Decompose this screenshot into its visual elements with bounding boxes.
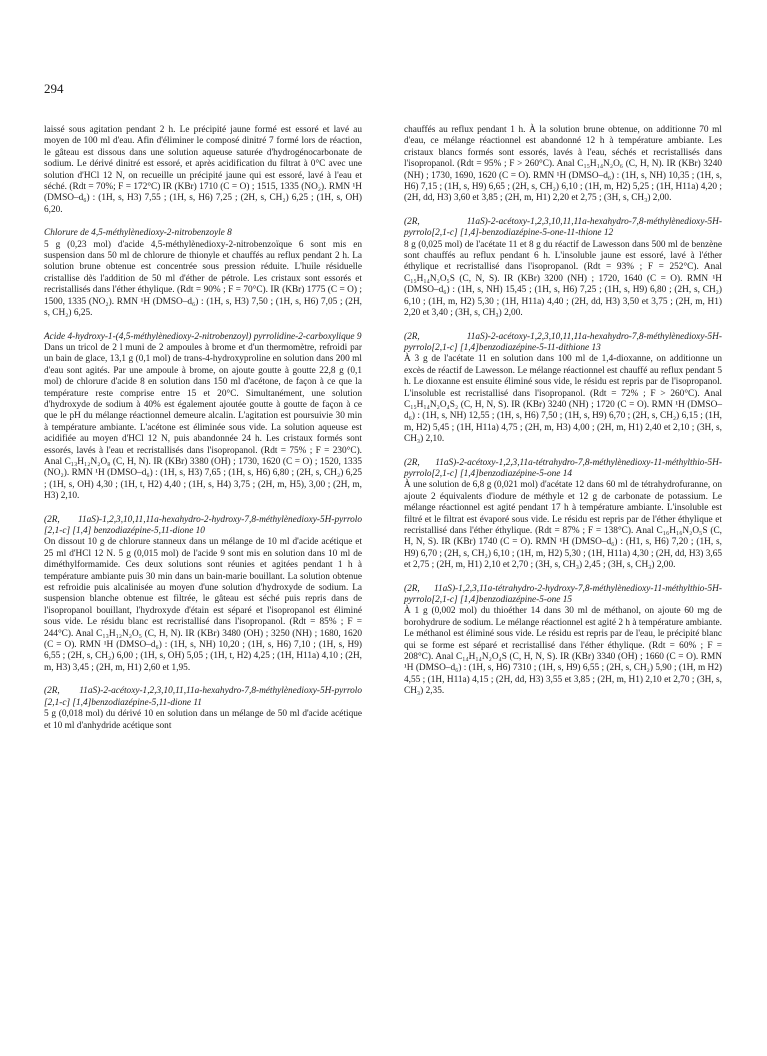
paragraph-body: On dissout 10 g de chlorure stanneux dans un mélange de 10 ml d'acide acétique et 25 ml d'HCl 12 N. 5 g (0,015 mol) de l'acide 9 sont mis en solution dans 10 ml de diméthylformamide. Ces deux solutions sont réunies et agitées pendant 1 h à température ambiante puis 30 min dans un bain-marie bouillant. La solution obtenue est refroidie puis alcalinisée au moyen d'une solution d'hydroxyde de sodium. La suspension blanche obtenue est filtrée, le gâteau est séché puis repris dans de l'isopropanol bouillant, l'hydroxyde d'étain est séparé et l'isopropanol est éliminé sous vide. Le résidu blanc est recristallisé dans l'isopropanol. (Rdt = 85% ; F = 244°C). Anal C₁₃H₁₂N₂O₅ (C, H, N). IR (KBr) 3480 (OH) ; 3250 (NH) ; 1680, 1620 (C = O). RMN ¹H (DMSO–d₆) : (1H, s, NH) 10,20 ; (1H, s, H6) 7,10 ; (1H, s, H9) 6,55 ; (2H, s, CH₂) 6,00 ; (1H, s, OH) 5,05 ; (1H, t, H2) 4,25 ; (1H, H11a) 4,10 ; (2H, m, H3) 3,45 ; (2H, m, H1) 2,60 et 1,95. xyxy=(44,537,362,673)
procedure-title: Chlorure de 4,5-méthylènedioxy-2-nitrobenzoyle 8 xyxy=(44,228,232,239)
procedure-compound-12 xyxy=(404,217,722,320)
procedure-compound-10 xyxy=(44,515,362,675)
procedure-compound-14 xyxy=(404,458,722,572)
procedure-title: (2R, 11aS)-2-acétoxy-1,2,3,10,11,11a-hexahydro-7,8-méthylènedioxy-5H-pyrrolo[2,1-c] [1,4]-benzodiazépine-5-one-11-thione 12 xyxy=(404,216,722,239)
procedure-title: Acide 4-hydroxy-1-(4,5-méthylènedioxy-2-nitrobenzoyl) pyrrolidine-2-carboxylique 9 xyxy=(44,331,362,342)
page-number: 294 xyxy=(44,81,64,96)
procedure-compound-13 xyxy=(404,332,722,446)
procedure-compound-9 xyxy=(44,332,362,503)
paragraph-body: laissé sous agitation pendant 2 h. Le précipité jaune formé est essoré et lavé au moyen de 100 ml d'eau. Afin d'éliminer le composé dinitré 7 formé lors de réaction, le gâteau est dissous dans une solution aqueuse saturée d'hydrogénocarbonate de sodium. Le dérivé dinitré est essoré, et après acidification du filtrat à 0°C avec une solution d'HCl 12 N, on recueille un précipité jaune qui est essoré, lavé à l'eau et séché. (Rdt = 70%; F = 172°C) IR (KBr) 1710 (C = O) ; 1515, 1335 (NO₂). RMN ¹H (DMSO–d₆) : (1H, s, H3) 7,55 ; (1H, s, H6) 7,25 ; (2H, s, CH₂) 6,25 ; (1H, s, OH) 6,20. xyxy=(44,125,362,215)
paragraph-continuation xyxy=(44,125,362,216)
procedure-compound-11 xyxy=(44,686,362,732)
procedure-title: (2R, 11aS)-2-acétoxy-1,2,3,11a-tétrahydro-7,8-méthylènedioxy-11-méthylthio-5H-pyrrolo[2,1-c] [1,4]benzodiazépine-5-one 14 xyxy=(404,457,722,479)
paragraph-body: chauffés au reflux pendant 1 h. À la solution brune obtenue, on additionne 70 ml d'eau, ce mélange réactionnel est abandonné 12 h à température ambiante. Les cristaux blancs formés sont essorés, lavés à l'eau, séchés et recristallisés dans l'isopropanol. (Rdt = 95% ; F > 260°C). Anal C₁₅H₁₄N₂O₆ (C, H, N). IR (KBr) 3240 (NH) ; 1730, 1690, 1620 (C = O). RMN ¹H (DMSO–d₆) : (1H, s, NH) 10,35 ; (1H, s, H6) 7,15 ; (1H, s, H9) 6,65 ; (2H, s, CH₂) 6,10 ; (1H, m, H2) 5,25 ; (1H, H11a) 4,20 ; (2H, dd, H3) 3,60 et 3,85 ; (2H, m, H1) 2,20 et 2,75 ; (3H, s, CH₃) 2,00. xyxy=(404,125,722,204)
procedure-title: (2R, 11aS)-2-acétoxy-1,2,3,10,11,11a-hexahydro-7,8-méthylènedioxy-5H-pyrrolo[2,1-c] [1,4]benzodiazépine-5-11-dithione 13 xyxy=(404,331,722,353)
paragraph-body: À une solution de 6,8 g (0,021 mol) d'acétate 12 dans 60 ml de tétrahydrofuranne, on ajoute 2 équivalents d'iodure de méthyle et 12 g de carbonate de potassium. Le mélange réactionnel est agité pendant 17 h à température ambiante. L'insoluble est filtré et le filtrat est évaporé sous vide. Le résidu est repris par de l'éther éthylique et recristallisé dans l'éther éthylique. (Rdt = 87% ; F = 138°C). Anal C₁₆H₁₆N₂O₅S (C, H, N, S). IR (KBr) 1740 (C = O). RMN ¹H (DMSO–d₆) : (H1, s, H6) 7,20 ; (1H, s, H9) 6,70 ; (2H, s, CH₂) 6,10 ; (1H, m, H2) 5,30 ; (1H, H11a) 4,30 ; (2H, dd, H3) 3,65 et 2,75 ; (2H, m, H1) 2,10 et 2,70 ; (3H, s, CH₃) 2,45 ; (3H, s, CH₃) 2,00. xyxy=(404,480,722,571)
paragraph-body: À 3 g de l'acétate 11 en solution dans 100 ml de 1,4-dioxanne, on additionne un excès de réactif de Lawesson. Le mélange réactionnel est chauffé au reflux pendant 5 h. Le dioxanne est ensuite éliminé sous vide, le résidu est repris par de l'isopropanol. L'insoluble est recristallisé dans l'isopropanol. (Rdt = 72% ; F > 260°C). Anal C₁₅H₁₄N₂O₄S₂ (C, H, N, S). IR (KBr) 3240 (NH) ; 1720 (C = O). RMN ¹H (DMSO–d₆) : (1H, s, NH) 12,55 ; (1H, s, H6) 7,50 ; (1H, s, H9) 6,70 ; (2H, s, CH₂) 6,15 ; (1H, m, H2) 5,45 ; (1H, H11a) 4,75 ; (2H, m, H3) 4,00 ; (2H, m, H1) 2,40 et 2,10 ; (3H, s, CH₃) 2,10. xyxy=(404,354,722,445)
procedure-title: (2R, 11aS)-2-acétoxy-1,2,3,10,11,11a-hexahydro-7,8-méthylènedioxy-5H-pyrrolo [2,1-c] [1,4]benzodiazépine-5,11-dione 11 xyxy=(44,686,362,708)
paragraph-body: 5 g (0,23 mol) d'acide 4,5-méthylènedioxy-2-nitrobenzoïque 6 sont mis en suspension dans 50 ml de chlorure de thionyle et chauffés au reflux pendant 2 h. La solution brune obtenue est concentrée sous pression réduite. L'huile résiduelle cristallise dès l'addition de 50 ml d'éther de pétrole. Les cristaux sont essorés et recristallisés dans l'éther éthylique. (Rdt = 90% ; F = 70°C). IR (KBr) 1775 (C = O) ; 1500, 1335 (NO₂). RMN ¹H (DMSO–d₆) : (1H, s, H3) 7,50 ; (1H, s, H6) 7,05 ; (2H, s, CH₂) 6,25. xyxy=(44,239,362,319)
procedure-compound-8 xyxy=(44,228,362,319)
right-column xyxy=(404,125,722,710)
paragraph-body: 8 g (0,025 mol) de l'acétate 11 et 8 g du réactif de Lawesson dans 500 ml de benzène sont chauffés au reflux pendant 6 h. L'insoluble jaune est essoré, lavé à l'éther éthylique et recristallisé dans l'isopropanol. (Rdt = 93% ; F = 252°C). Anal C₁₅H₁₄N₂O₅S (C, N, S). IR (KBr) 3200 (NH) ; 1720, 1640 (C = O). RMN ¹H (DMSO–d₆) : (1H, s, NH) 15,45 ; (1H, s, H6) 7,25 ; (1H, s, H9) 6,80 ; (2H, s, CH₂) 6,10 ; (1H, m, H2) 5,30 ; (1H, H11a) 4,40 ; (2H, dd, H3) 3,50 et 3,75 ; (2H, m, H1) 2,20 et 3,40 ; (3H, s, CH₃) 2,00. xyxy=(404,239,722,319)
paragraph-body: À 1 g (0,002 mol) du thioéther 14 dans 30 ml de méthanol, on ajoute 60 mg de borohydrure de sodium. Le mélange réactionnel est agité 2 h à température ambiante. Le méthanol est éliminé sous vide. Le résidu est repris par de l'eau, le précipité blanc qui se forme est séparé et recristallisé dans l'éther éthylique. (Rdt = 60% ; F = 208°C). Anal C₁₄H₁₄N₂O₄S (C, H, N, S). IR (KBr) 3340 (OH) ; 1660 (C = O). RMN ¹H (DMSO–d₆) : (1H, s, H6) 7310 ; (1H, s, H9) 6,55 ; (2H, s, CH₂) 5,90 ; (1H, m H2) 4,55 ; (1H, H11a) 4,15 ; (2H, dd, H3) 3,55 et 3,85 ; (2H, m, H1) 2,10 et 2,70 ; (3H, s, CH₃) 2,35. xyxy=(404,606,722,697)
procedure-title: (2R, 11aS)-1,2,3,10,11,11a-hexahydro-2-hydroxy-7,8-méthylènedioxy-5H-pyrrolo [2,1-c] [1,4] benzodiazépine-5,11-dione 10 xyxy=(44,514,362,536)
procedure-compound-15 xyxy=(404,584,722,698)
procedure-title: (2R, 11aS)-1,2,3,11a-tétrahydro-2-hydroxy-7,8-méthylènedioxy-11-méthylthio-5H-pyrrolo[2,1-c] [1,4]benzodiazépine-5-one 15 xyxy=(404,583,722,606)
paragraph-continuation xyxy=(404,125,722,205)
left-column xyxy=(44,125,362,744)
paragraph-body: 5 g (0,018 mol) du dérivé 10 en solution dans un mélange de 50 ml d'acide acétique et 10 ml d'anhydride acétique sont xyxy=(44,709,362,731)
paragraph-body: Dans un tricol de 2 l muni de 2 ampoules à brome et d'un thermomètre, refroidi par un bain de glace, 13,1 g (0,1 mol) de trans-4-hydroxyproline en solution dans 200 ml d'eau sont agités. Par une ampoule à brome, on ajoute goutte à goutte 22,8 g (0,1 mol) de chlorure d'acide 8 en solution dans 150 ml d'acétone, de façon à ce que la température reste comprise entre 15 et 20°C. Simultanément, une solution d'hydroxyde de sodium à 40% est également ajoutée goutte à goutte de façon à ce que le pH du mélange réactionnel demeure alcalin. L'agitation est poursuivie 30 min à température ambiante. L'acétone est éliminée sous vide. La solution aqueuse est acidifiée au moyen d'HCl 12 N, puis abandonnée 24 h. Les cristaux formés sont essorés, lavés à l'eau et recristallisés dans l'isopropanol. (Rdt = 75% ; F = 230°C). Anal C₁₃H₁₂N₂O₈ (C, H, N). IR (KBr) 3380 (OH) ; 1730, 1620 (C = O) ; 1520, 1335 (NO₂). RMN ¹H (DMSO–d₆) : (1H, s, H3) 7,65 ; (1H, s, H6) 6,80 ; (2H, s, CH₂) 6,25 ; (1H, s, OH) 4,30 ; (1H, t, H2) 4,40 ; (1H, s, H4) 3,75 ; (2H, m, H5), 3,00 ; (2H, m, H3) 2,10. xyxy=(44,342,362,502)
